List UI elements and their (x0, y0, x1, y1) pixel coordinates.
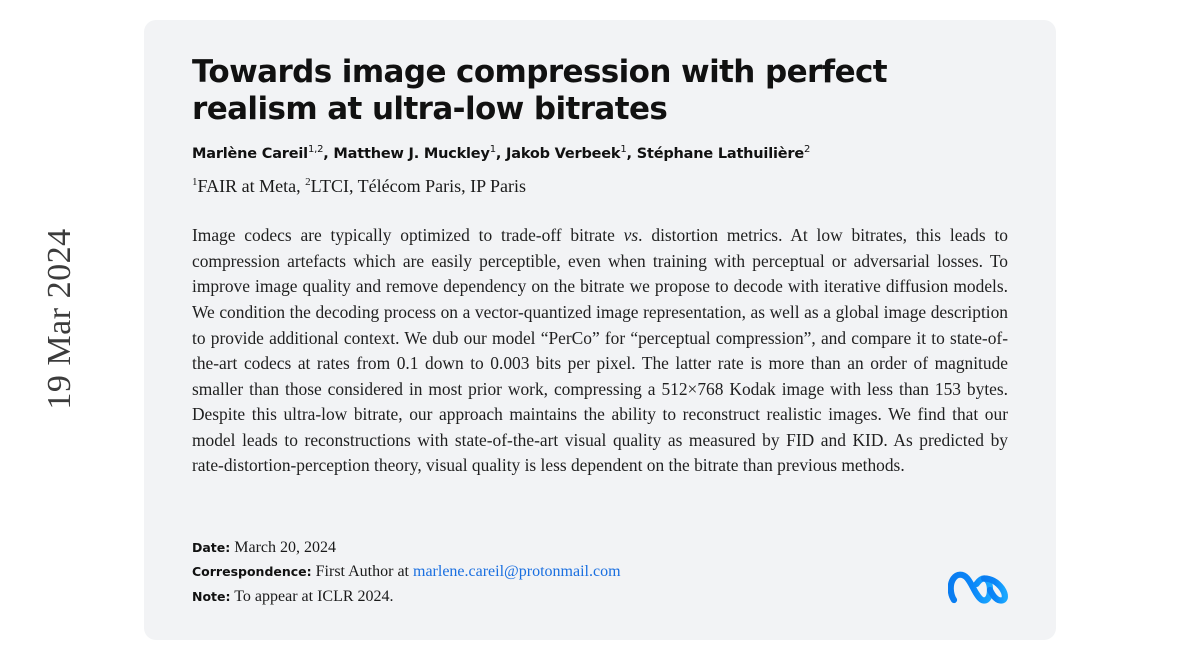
author-name: Jakob Verbeek (506, 146, 621, 163)
abstract-text (192, 223, 1008, 479)
arxiv-date-stamp (0, 0, 120, 648)
arxiv-date-stamp-text: 19 Mar 2024 (41, 228, 78, 410)
affiliation-text: LTCI, Télécom Paris, IP Paris (310, 176, 526, 197)
affiliation-marker: 1 (192, 176, 198, 189)
author-affiliation-marker: 2 (803, 144, 811, 156)
metadata-correspondence-label: Correspondence: (192, 564, 312, 580)
author-separator: , (495, 146, 507, 163)
author-name: Stéphane Lathuilière (636, 146, 804, 163)
affiliation-list (192, 176, 1008, 197)
meta-logo-icon (948, 566, 1012, 610)
metadata-date-label: Date: (192, 539, 231, 555)
metadata-note-value: To appear at ICLR 2024. (234, 588, 394, 606)
paper-card (144, 20, 1056, 640)
metadata-correspondence-prefix: First Author at (315, 563, 413, 581)
abstract-emphasis: vs (623, 225, 639, 246)
metadata-note-label: Note: (192, 589, 231, 605)
author-name: Matthew J. Muckley (333, 146, 490, 163)
affiliation-text: FAIR at Meta, (197, 176, 306, 197)
author-affiliation-marker: 1 (489, 144, 496, 156)
author-separator: , (626, 146, 637, 163)
affiliation-marker: 2 (305, 176, 311, 189)
correspondence-email-link[interactable]: marlene.careil@protonmail.com (413, 563, 621, 581)
author-list (192, 144, 1008, 162)
metadata-correspondence-row (192, 560, 621, 585)
author-name: Marlène Careil (192, 146, 308, 163)
author-affiliation-marker: 1 (620, 144, 627, 156)
metadata-date-value: March 20, 2024 (234, 538, 337, 556)
abstract-part-after: . distortion metrics. At low bitrates, this leads to compression artefacts which are easily perceptible, even when training with perceptual or adversarial losses. To improve image quality and remove dependency on the bitrate we propose to decode with iterative diffusion models. We condition the decoding process on a vector-quantized image representation, as well as a global image description to provide additional context. We dub our model “PerCo” for “perceptual compression”, and compare it to state-of-the-art codecs at rates from 0.1 down to 0.003 bits per pixel. The latter rate is more than an order of magnitude smaller than those considered in most prior work, compressing a 512×768 Kodak image with less than 153 bytes. Despite this ultra-low bitrate, our approach maintains the ability to reconstruct realistic images. We find that our model leads to reconstructions with state-of-the-art visual quality as measured by FID and KID. As predicted by rate-distortion-perception theory, visual quality is less dependent on the bitrate than previous methods. (192, 225, 1008, 476)
author-affiliation-marker: 1,2 (307, 144, 324, 156)
author-separator: , (323, 146, 334, 163)
page-title: Towards image compression with perfect realism at ultra-low bitrates (192, 54, 887, 128)
abstract-part-before: Image codecs are typically optimized to trade-off bitrate (192, 225, 624, 246)
paper-metadata (192, 536, 621, 610)
metadata-date-row (192, 536, 621, 561)
metadata-note-row (192, 585, 621, 610)
